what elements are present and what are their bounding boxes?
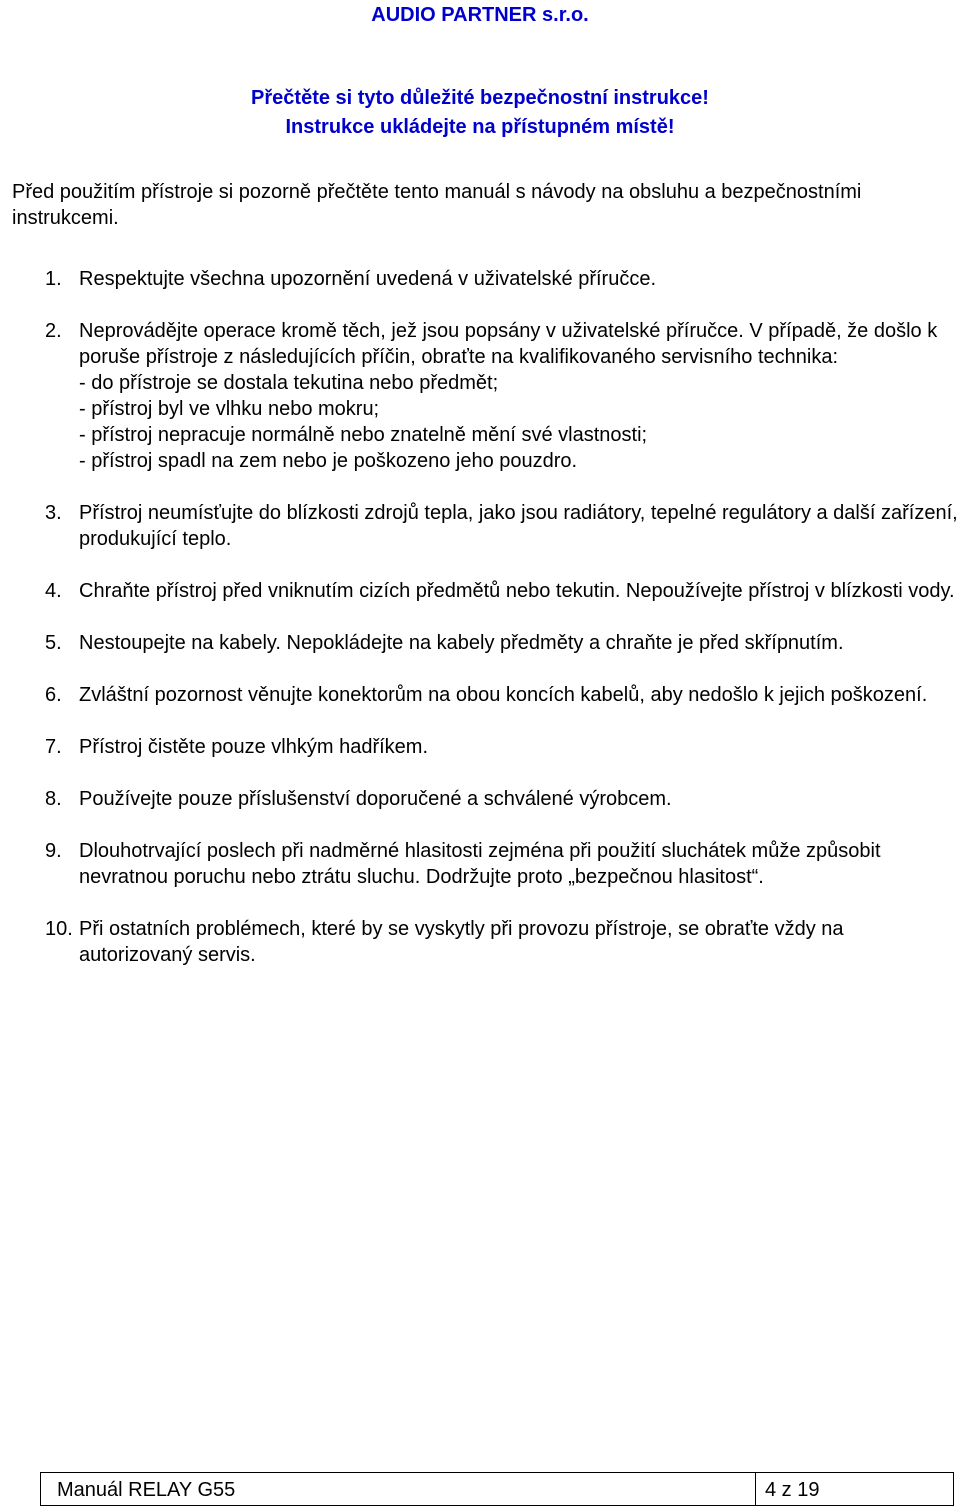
instruction-item [45, 916, 960, 968]
instruction-subitem: - přístroj byl ve vlhku nebo mokru; [79, 398, 380, 420]
instruction-text: Chraňte přístroj před vniknutím cizích předmětů nebo tekutin. Nepoužívejte přístroj v blízkosti vody. [79, 580, 955, 602]
instruction-item [45, 500, 960, 552]
instruction-text: Používejte pouze příslušenství doporučené a schválené výrobcem. [79, 788, 672, 810]
footer-divider [755, 1473, 756, 1505]
instruction-number: 8. [45, 788, 62, 810]
safety-subtitle: Instrukce ukládejte na přístupném místě! [285, 116, 675, 138]
instruction-number: 9. [45, 840, 62, 862]
instruction-text: Zvláštní pozornost věnujte konektorům na obou koncích kabelů, aby nedošlo k jejich poškození. [79, 684, 928, 706]
instruction-number: 7. [45, 736, 62, 758]
instruction-number: 2. [45, 320, 62, 342]
intro-paragraph: Před použitím přístroje si pozorně přečtěte tento manuál s návody na obsluhu a bezpečnostními instrukcemi. [12, 181, 862, 229]
instruction-number: 10. [45, 918, 73, 940]
safety-title: Přečtěte si tyto důležité bezpečnostní instrukce! [251, 87, 709, 109]
instruction-number: 5. [45, 632, 62, 654]
instruction-text: Dlouhotrvající poslech při nadměrné hlasitosti zejména při použití sluchátek může způsobit nevratnou poruchu nebo ztrátu sluchu. Dodržujte proto „bezpečnou hlasitost“. [79, 840, 881, 888]
company-name: AUDIO PARTNER s.r.o. [371, 4, 589, 26]
instruction-text: Nestoupejte na kabely. Nepokládejte na kabely předměty a chraňte je před skřípnutím. [79, 632, 844, 654]
instruction-item [45, 266, 960, 292]
instruction-text: Při ostatních problémech, které by se vyskytly při provozu přístroje, se obraťte vždy na autorizovaný servis. [79, 918, 844, 966]
instruction-item [45, 318, 960, 474]
instruction-item [45, 786, 960, 812]
instruction-number: 1. [45, 268, 62, 290]
safety-instructions-list [45, 266, 960, 994]
instruction-subitem: - do přístroje se dostala tekutina nebo předmět; [79, 372, 499, 394]
page-footer [40, 1472, 954, 1506]
instruction-subitem: - přístroj nepracuje normálně nebo znatelně mění své vlastnosti; [79, 424, 648, 446]
instruction-text: Respektujte všechna upozornění uvedená v uživatelské příručce. [79, 268, 657, 290]
instruction-subitem: - přístroj spadl na zem nebo je poškozeno jeho pouzdro. [79, 450, 578, 472]
instruction-text: Neprovádějte operace kromě těch, jež jsou popsány v uživatelské příručce. V případě, že došlo k poruše přístroje z následujících příčin, obraťte na kvalifikovaného servisního technika: [79, 320, 938, 368]
instruction-number: 3. [45, 502, 62, 524]
instruction-item [45, 578, 960, 604]
footer-page-number: 4 z 19 [765, 1479, 820, 1501]
instruction-item [45, 838, 960, 890]
instruction-item [45, 734, 960, 760]
instruction-number: 6. [45, 684, 62, 706]
instruction-text: Přístroj čistěte pouze vlhkým hadříkem. [79, 736, 429, 758]
instruction-number: 4. [45, 580, 62, 602]
footer-manual-name: Manuál RELAY G55 [57, 1479, 236, 1501]
instruction-item [45, 630, 960, 656]
instruction-item [45, 682, 960, 708]
instruction-text: Přístroj neumísťujte do blízkosti zdrojů tepla, jako jsou radiátory, tepelné regulátory a další zařízení, produkující teplo. [79, 502, 958, 550]
